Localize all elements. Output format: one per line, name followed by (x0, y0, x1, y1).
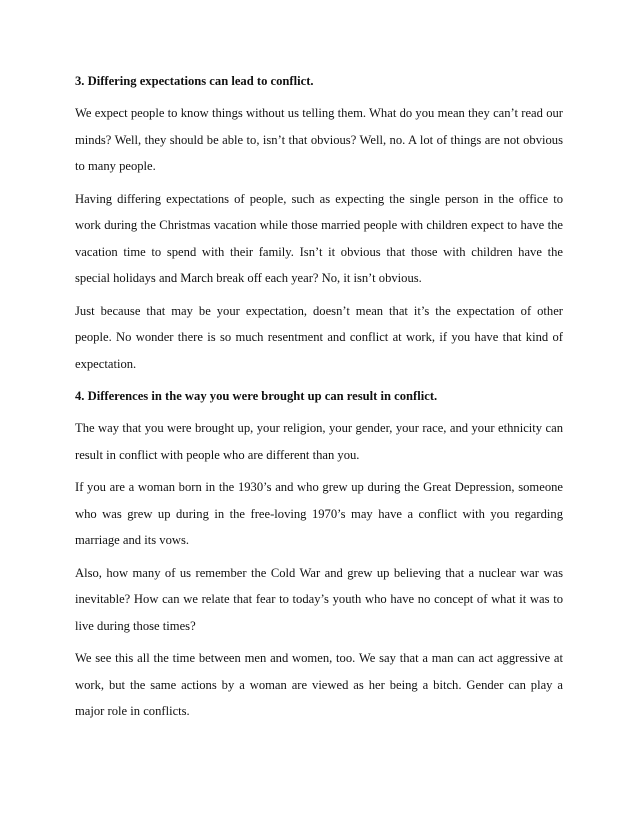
section-heading: 4. Differences in the way you were brought up can result in conflict. (75, 389, 438, 403)
paragraph: We see this all the time between men and women, too. We say that a man can act aggressive at work, but the same actions by a woman are viewed as her being a bitch. Gender can play a major role in conflicts. (75, 651, 563, 718)
paragraph: Also, how many of us remember the Cold War and grew up believing that a nuclear war was inevitable? How can we relate that fear to today’s youth who have no concept of what it was to live during those times? (75, 565, 563, 633)
paragraph: We expect people to know things without us telling them. What do you mean they can’t read our minds? Well, they should be able to, isn’t that obvious? Well, no. A lot of things are not obvious to many people. (75, 106, 563, 173)
document-body (75, 68, 563, 731)
paragraph: If you are a woman born in the 1930’s and who grew up during the Great Depression, someone who was grew up during in the free-loving 1970’s may have a conflict with you regarding marriage and its vows. (75, 480, 563, 547)
section-4 (75, 383, 563, 725)
section-3 (75, 68, 563, 377)
section-heading: 3. Differing expectations can lead to conflict. (75, 74, 314, 88)
paragraph: The way that you were brought up, your religion, your gender, your race, and your ethnicity can result in conflict with people who are different than you. (75, 421, 563, 462)
paragraph: Having differing expectations of people, such as expecting the single person in the office to work during the Christmas vacation while those married people with children expect to have the vacation time to spend with their family. Isn’t it obvious that those with children have the special holidays and March break off each year? No, it isn’t obvious. (75, 191, 563, 285)
paragraph: Just because that may be your expectation, doesn’t mean that it’s the expectation of other people. No wonder there is so much resentment and conflict at work, if you have that kind of expectation. (75, 303, 563, 371)
